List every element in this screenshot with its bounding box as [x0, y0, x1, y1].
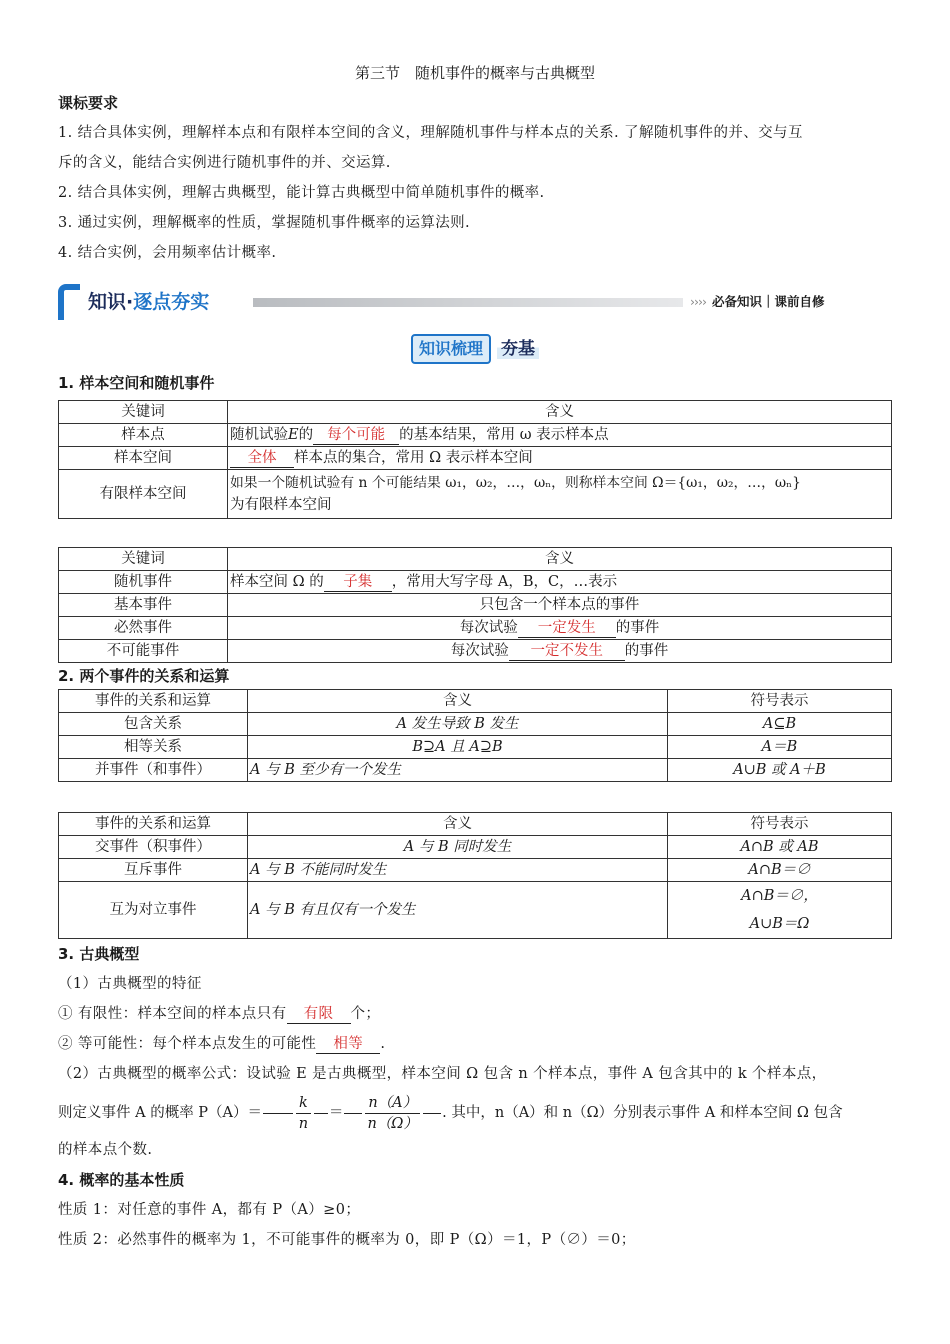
banner-title-a: 知识· — [88, 291, 134, 313]
table-row — [59, 594, 892, 617]
text: ① 有限性：样本空间的样本点只有 — [58, 1006, 287, 1022]
cell-text: 样本空间 Ω 的 — [230, 574, 324, 590]
table-header: 关键词 — [59, 401, 228, 424]
formula-line — [58, 1091, 892, 1135]
banner-right — [690, 292, 825, 310]
text: 则定义事件 A 的概率 P（A）＝ — [58, 1105, 263, 1121]
table-cell: A∪B 或 A＋B — [668, 759, 892, 782]
arrows-icon: ›››› — [690, 294, 706, 309]
table-cell: 只包含一个样本点的事件 — [228, 594, 892, 617]
text: . — [380, 1036, 386, 1052]
sub-banner-rest: 夯基 — [497, 334, 539, 359]
cell-text: ，常用大写字母 A，B，C，…表示 — [391, 574, 618, 590]
text: ＝ — [328, 1105, 344, 1121]
event-operations-table — [58, 812, 892, 939]
cell-text: 的事件 — [624, 643, 669, 659]
section-banner — [58, 282, 892, 322]
table-cell: A 与 B 至少有一个发生 — [248, 759, 668, 782]
paragraph: （1）古典概型的特征 — [58, 976, 202, 992]
table-cell — [228, 617, 892, 640]
table-header: 含义 — [228, 401, 892, 424]
table-header: 事件的关系和运算 — [59, 813, 248, 836]
table-cell — [228, 424, 892, 447]
table-header: 事件的关系和运算 — [59, 690, 248, 713]
answer-blank: 每个可能 — [313, 426, 399, 445]
text: . 其中，n（A）和 n（Ω）分别表示事件 A 和样本空间 Ω 包含 — [442, 1105, 843, 1121]
answer-blank: 有限 — [287, 1005, 351, 1024]
table-cell: A∩B＝∅ — [668, 859, 892, 882]
answer-blank: 一定不发生 — [509, 642, 625, 661]
sample-space-table — [58, 400, 892, 519]
table-cell: A＝B — [668, 736, 892, 759]
requirement-line: 1. 结合具体实例，理解样本点和有限样本空间的含义，理解随机事件与样本点的关系. 了解随机事件的并、交与互 — [58, 125, 803, 141]
table-row — [59, 713, 892, 736]
requirement-line: 3. 通过实例，理解概率的性质，掌握随机事件概率的运算法则. — [58, 215, 471, 231]
table-cell: 样本空间 — [59, 447, 228, 470]
table-cell: A∩B 或 AB — [668, 836, 892, 859]
table-cell: A 与 B 不能同时发生 — [248, 859, 668, 882]
cell-text: A∪B＝Ω — [749, 916, 810, 932]
event-relations-table — [58, 689, 892, 782]
table-row — [59, 470, 892, 519]
table-row — [59, 736, 892, 759]
banner-bar — [253, 298, 683, 307]
table-header: 含义 — [248, 690, 668, 713]
paragraph: （2）古典概型的概率公式：设试验 E 是古典概型，样本空间 Ω 包含 n 个样本点，事件 A 包含其中的 k 个样本点， — [58, 1066, 827, 1082]
cell-text: 的事件 — [615, 620, 660, 636]
fraction-denominator: n — [298, 1115, 309, 1132]
table-cell: 相等关系 — [59, 736, 248, 759]
fraction-nA-over-nOmega — [365, 1093, 420, 1134]
table-row — [59, 759, 892, 782]
table-cell: 并事件（和事件） — [59, 759, 248, 782]
cell-text: 每次试验 — [450, 643, 509, 659]
page-title: 第三节 随机事件的概率与古典概型 — [354, 64, 595, 82]
table-header: 含义 — [228, 548, 892, 571]
table-header: 符号表示 — [668, 813, 892, 836]
table-cell — [228, 640, 892, 663]
fraction-numerator: n（A） — [365, 1093, 420, 1114]
paragraph: 性质 2：必然事件的概率为 1，不可能事件的概率为 0，即 P（Ω）＝1，P（∅）＝0； — [58, 1232, 636, 1248]
requirements-list — [58, 118, 892, 268]
table-cell: A 与 B 有且仅有一个发生 — [248, 882, 668, 939]
table-cell: B⊇A 且 A⊇B — [248, 736, 668, 759]
table-cell: 互斥事件 — [59, 859, 248, 882]
table-cell: 不可能事件 — [59, 640, 228, 663]
table-cell — [228, 571, 892, 594]
answer-blank: 一定发生 — [518, 619, 616, 638]
paragraph — [58, 999, 892, 1029]
sub-banner-box: 知识梳理 — [411, 334, 491, 364]
table-cell: 有限样本空间 — [59, 470, 228, 519]
banner-title-b: 逐点夯实 — [133, 291, 210, 313]
paragraph — [58, 1029, 892, 1059]
section-4-heading: 4. 概率的基本性质 — [58, 1171, 185, 1189]
cell-text: 为有限样本空间 — [230, 497, 332, 513]
table-row — [59, 836, 892, 859]
table-cell: A⊆B — [668, 713, 892, 736]
table-cell: 必然事件 — [59, 617, 228, 640]
answer-blank: 子集 — [324, 573, 392, 592]
cell-text: 的基本结果，常用 ω 表示样本点 — [399, 427, 609, 443]
table-row — [59, 447, 892, 470]
table-cell: 样本点 — [59, 424, 228, 447]
table-row — [59, 571, 892, 594]
table-cell — [668, 882, 892, 939]
table-row — [59, 640, 892, 663]
table-row — [59, 424, 892, 447]
banner-right-label: 必备知识｜课前自修 — [712, 294, 825, 309]
text: 个； — [350, 1006, 381, 1022]
sub-banner — [58, 334, 892, 368]
table-cell: 基本事件 — [59, 594, 228, 617]
text: ② 等可能性：每个样本点发生的可能性 — [58, 1036, 317, 1052]
fraction-k-over-n — [296, 1093, 311, 1134]
section-1-heading: 1. 样本空间和随机事件 — [58, 374, 215, 392]
answer-blank: 全体 — [230, 449, 294, 468]
cell-text: 随机试验 — [230, 427, 288, 443]
table-cell: A 与 B 同时发生 — [248, 836, 668, 859]
requirement-line: 2. 结合具体实例，理解古典概型，能计算古典概型中简单随机事件的概率. — [58, 185, 545, 201]
requirement-line: 4. 结合实例，会用频率估计概率. — [58, 245, 277, 261]
table-row — [59, 882, 892, 939]
paragraph: 性质 1：对任意的事件 A，都有 P（A）≥0； — [58, 1202, 361, 1218]
table-cell: 交事件（积事件） — [59, 836, 248, 859]
table-cell — [228, 470, 892, 519]
fraction-denominator: n（Ω） — [367, 1115, 418, 1132]
cell-text: 样本点的集合，常用 Ω 表示样本空间 — [294, 450, 533, 466]
table-cell: 互为对立事件 — [59, 882, 248, 939]
table-header: 关键词 — [59, 548, 228, 571]
table-cell: A 发生导致 B 发生 — [248, 713, 668, 736]
document-page — [58, 0, 892, 1255]
table-row — [59, 617, 892, 640]
answer-blank: 相等 — [316, 1035, 380, 1054]
table-header: 含义 — [248, 813, 668, 836]
section-3-heading: 3. 古典概型 — [58, 945, 140, 963]
cell-var: E — [288, 427, 299, 443]
cell-text: 如果一个随机试验有 n 个可能结果 ω₁，ω₂，…，ωₙ，则称样本空间 Ω＝{ω₁，ω₂，…，ωₙ} — [230, 475, 801, 491]
cell-text: 每次试验 — [459, 620, 518, 636]
cell-text: A∩B＝∅， — [741, 888, 818, 904]
table-cell: 包含关系 — [59, 713, 248, 736]
table-header: 符号表示 — [668, 690, 892, 713]
cell-text: 的 — [298, 427, 314, 443]
requirement-line: 斥的含义，能结合实例进行随机事件的并、交运算. — [58, 155, 391, 171]
section-2-heading: 2. 两个事件的关系和运算 — [58, 667, 230, 685]
banner-title — [58, 286, 278, 318]
random-event-table — [58, 547, 892, 663]
paragraph: 的样本点个数. — [58, 1142, 153, 1158]
table-row — [59, 859, 892, 882]
requirements-heading: 课标要求 — [58, 94, 119, 112]
table-cell — [228, 447, 892, 470]
table-cell: 随机事件 — [59, 571, 228, 594]
fraction-numerator: k — [296, 1093, 311, 1114]
